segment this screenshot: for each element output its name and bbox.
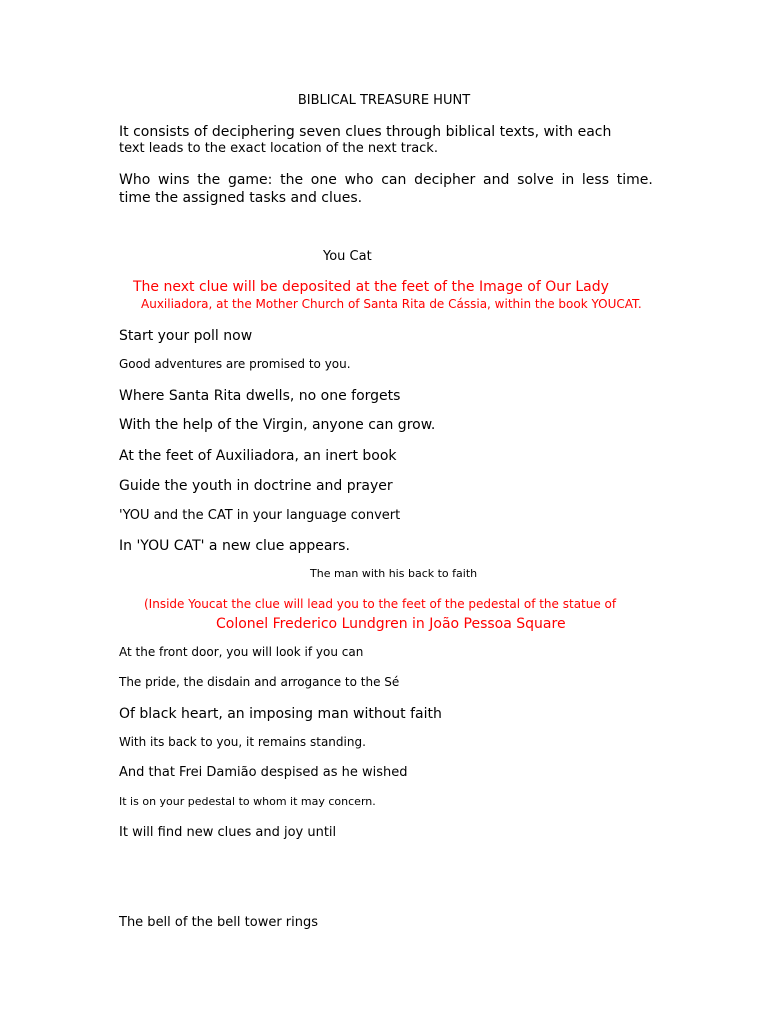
justified-word: game: (227, 172, 273, 188)
justified-word: and (483, 172, 510, 188)
verse-line: It is on your pedestal to whom it may concern. (119, 795, 376, 808)
verse-line: In 'YOU CAT' a new clue appears. (119, 538, 350, 554)
verse-line: And that Frei Damião despised as he wished (119, 765, 408, 780)
justified-word: who (344, 172, 374, 188)
justified-word: time. (616, 172, 653, 188)
verse-line: With the help of the Virgin, anyone can grow. (119, 417, 436, 433)
verse-line: 'YOU and the CAT in your language convert (119, 508, 401, 523)
justified-word: solve (517, 172, 554, 188)
verse-line: Good adventures are promised to you. (119, 357, 351, 371)
justified-word: decipher (414, 172, 476, 188)
justified-word: the (280, 172, 304, 188)
verse-line: Of black heart, an imposing man without faith (119, 706, 442, 722)
verse-line: It will find new clues and joy until (119, 825, 337, 840)
verse-line: The pride, the disdain and arrogance to the Sé (119, 675, 400, 689)
verse-line: At the front door, you will look if you can (119, 645, 364, 659)
intro-line-2: text leads to the exact location of the next track. (119, 141, 438, 156)
winner-line-2: time the assigned tasks and clues. (119, 190, 363, 206)
clue-note-line-2: Colonel Frederico Lundgren in João Pessoa Square (216, 616, 566, 632)
intro-line-1: It consists of deciphering seven clues through biblical texts, with each (119, 124, 612, 140)
verse-line: Guide the youth in doctrine and prayer (119, 478, 393, 494)
clue-note-line-2: Auxiliadora, at the Mother Church of Santa Rita de Cássia, within the book YOUCAT. (141, 297, 642, 311)
justified-word: one (310, 172, 337, 188)
justified-word: less (581, 172, 610, 188)
verse-line: At the feet of Auxiliadora, an inert book (119, 448, 397, 464)
verse-line: With its back to you, it remains standing. (119, 735, 366, 749)
section-heading-man-back-to-faith: The man with his back to faith (310, 567, 478, 580)
justified-word: in (561, 172, 575, 188)
justified-word: wins (158, 172, 190, 188)
verse-line: Start your poll now (119, 328, 253, 344)
section-heading-you-cat: You Cat (323, 249, 372, 264)
clue-note-line-1: (Inside Youcat the clue will lead you to the feet of the pedestal of the statue of (144, 597, 617, 611)
justified-word: the (197, 172, 221, 188)
justified-word: Who (119, 172, 151, 188)
winner-line-1 (119, 172, 653, 188)
verse-line: Where Santa Rita dwells, no one forgets (119, 388, 401, 404)
justified-word: can (381, 172, 407, 188)
clue-note-line-1: The next clue will be deposited at the feet of the Image of Our Lady (133, 279, 609, 295)
footer-line: The bell of the bell tower rings (119, 915, 319, 930)
page-title: BIBLICAL TREASURE HUNT (297, 93, 471, 108)
